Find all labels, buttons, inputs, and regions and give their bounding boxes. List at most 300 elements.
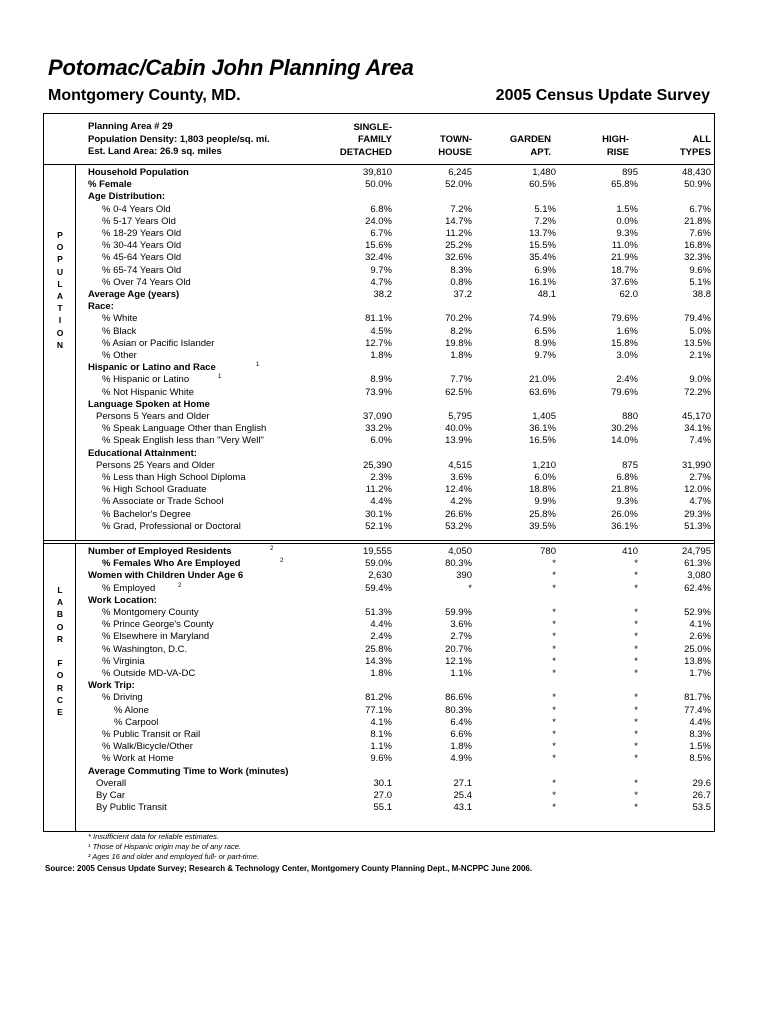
side-divider-labor (75, 544, 76, 831)
high-rise-value: * (634, 582, 638, 594)
table-row (88, 179, 711, 191)
garden-apt-value: 39.5% (529, 520, 556, 532)
row-label: % 45-64 Years Old (102, 252, 182, 264)
garden-apt-value: 1,210 (532, 459, 556, 471)
table-row (88, 619, 711, 631)
column-header-line: HIGH- (602, 134, 629, 145)
table-row (88, 167, 711, 179)
single-family-detached-value: 9.7% (370, 264, 392, 276)
single-family-detached-value: 50.0% (365, 179, 392, 191)
single-family-detached-value: 73.9% (365, 386, 392, 398)
single-family-detached-value: 6.0% (370, 435, 392, 447)
all-types-value: 7.6% (689, 228, 711, 239)
row-label: By Car (96, 790, 126, 801)
page-title: Potomac/Cabin John Planning Area (48, 55, 414, 80)
all-types-value: 2.6% (689, 631, 711, 643)
townhouse-value: 12.1% (445, 655, 472, 667)
table-row (88, 435, 711, 447)
side-letter: P (57, 230, 63, 240)
all-types-value: 7.4% (689, 435, 711, 447)
garden-apt-value: 1,405 (532, 411, 556, 422)
garden-apt-value: 21.0% (529, 374, 556, 386)
row-label: % Speak Language Other than English (102, 423, 267, 435)
high-rise-value: * (634, 558, 638, 570)
townhouse-value: 6.6% (450, 729, 472, 740)
garden-apt-value: * (552, 704, 556, 716)
garden-apt-value: 35.4% (529, 252, 556, 264)
single-family-detached-value: 8.1% (370, 729, 392, 740)
townhouse-value: 1.1% (450, 668, 472, 679)
table-row (88, 717, 711, 729)
high-rise-value: 26.0% (611, 508, 638, 520)
row-label: Persons 25 Years and Older (96, 459, 215, 471)
townhouse-value: 4.9% (450, 753, 472, 765)
high-rise-value: 11.0% (611, 240, 638, 252)
single-family-detached-value: 2.3% (370, 472, 392, 483)
table-row (88, 265, 711, 277)
table-row (88, 583, 711, 595)
townhouse-value: 6,245 (448, 167, 472, 178)
all-types-value: 81.7% (684, 692, 711, 704)
table-row (88, 668, 711, 680)
header-area-info (88, 121, 270, 159)
header-divider (43, 164, 715, 165)
garden-apt-value: 6.5% (534, 325, 556, 337)
single-family-detached-value: 55.1 (373, 802, 392, 814)
table-row (88, 680, 711, 692)
high-rise-value: * (634, 631, 638, 643)
high-rise-value: 895 (622, 167, 638, 178)
single-family-detached-value: 51.3% (365, 607, 392, 618)
high-rise-value: 62.0 (619, 289, 638, 300)
side-divider-population (75, 165, 76, 540)
table-row (88, 741, 711, 753)
row-label: Average Commuting Time to Work (minutes) (88, 765, 289, 777)
column-header-line: TOWN- (439, 134, 472, 145)
single-family-detached-value: 4.7% (370, 276, 392, 288)
garden-apt-value: * (552, 558, 556, 570)
row-label: Age Distribution: (88, 191, 166, 203)
garden-apt-value: 63.6% (529, 386, 556, 398)
table-row (88, 338, 711, 350)
garden-apt-value: * (552, 607, 556, 618)
all-types-value: 9.6% (689, 264, 711, 276)
garden-apt-value: * (552, 668, 556, 679)
column-header-line: GARDEN (509, 134, 551, 145)
row-label: Educational Attainment: (88, 447, 197, 459)
garden-apt-value: * (552, 802, 556, 814)
table-row (88, 705, 711, 717)
row-label: % Not Hispanic White (102, 386, 194, 398)
table-row (88, 277, 711, 289)
garden-apt-value: * (552, 790, 556, 801)
side-letter: O (56, 670, 64, 681)
all-types-value: 45,170 (681, 411, 711, 422)
high-rise-value: 36.1% (611, 520, 638, 532)
single-family-detached-value: 27.0 (373, 790, 392, 801)
side-letter: F (57, 658, 63, 669)
single-family-detached-value: 59.0% (365, 558, 392, 570)
garden-apt-value: 6.0% (534, 472, 556, 483)
garden-apt-value: 25.8% (529, 508, 556, 520)
row-label: % Outside MD-VA-DC (102, 668, 196, 679)
row-label: Work Trip: (88, 680, 135, 692)
footnote-hispanic: ¹ Those of Hispanic origin may be of any race. (88, 842, 241, 851)
high-rise-value: * (634, 790, 638, 801)
single-family-detached-value: 15.6% (365, 240, 392, 252)
townhouse-value: 19.8% (445, 337, 472, 349)
footnote-marker: 1 (218, 374, 222, 381)
all-types-value: 25.0% (684, 643, 711, 655)
row-label: % 30-44 Years Old (102, 240, 182, 252)
all-types-value: 6.7% (689, 203, 711, 215)
row-label: Language Spoken at Home (88, 398, 210, 410)
single-family-detached-value: 8.9% (370, 374, 392, 386)
side-letter: L (57, 585, 63, 595)
garden-apt-value: 8.9% (534, 337, 556, 349)
garden-apt-value: 16.1% (529, 276, 556, 288)
garden-apt-value: * (552, 777, 556, 789)
table-row (88, 521, 711, 533)
garden-apt-value: * (552, 692, 556, 704)
garden-apt-value: * (552, 643, 556, 655)
all-types-value: 16.8% (684, 240, 711, 252)
table-row (88, 350, 711, 362)
single-family-detached-value: 12.7% (365, 337, 392, 349)
single-family-detached-value: 59.4% (365, 582, 392, 594)
high-rise-value: 880 (622, 411, 638, 422)
all-types-value: 34.1% (684, 423, 711, 435)
row-label: Number of Employed Residents (88, 546, 232, 557)
table-row (88, 595, 711, 607)
row-label: % Prince George's County (102, 619, 214, 631)
single-family-detached-value: 25.8% (365, 643, 392, 655)
side-letter: N (56, 339, 64, 350)
townhouse-value: 40.0% (445, 423, 472, 435)
townhouse-value: 26.6% (445, 508, 472, 520)
side-letter: C (56, 694, 64, 705)
garden-apt-value: 1,480 (532, 167, 556, 178)
high-rise-value: 1.6% (616, 325, 638, 337)
townhouse-value: 4,050 (448, 546, 472, 557)
high-rise-value: 30.2% (611, 423, 638, 435)
all-types-value: 53.5 (692, 802, 711, 814)
table-row (88, 558, 711, 570)
table-row (88, 766, 711, 778)
table-row (88, 790, 711, 802)
row-label: % Females Who Are Employed (102, 558, 241, 570)
table-row (88, 326, 711, 338)
table-row (88, 484, 711, 496)
row-label: % Elsewhere in Maryland (102, 631, 210, 643)
row-label: % Walk/Bicycle/Other (102, 741, 193, 753)
all-types-value: 26.7 (692, 790, 711, 801)
all-types-value: 48,430 (681, 167, 711, 178)
all-types-value: 13.5% (684, 337, 711, 349)
table-row (88, 399, 711, 411)
single-family-detached-value: 37,090 (362, 411, 392, 422)
high-rise-value: 15.8% (611, 337, 638, 349)
table-row (88, 546, 711, 558)
column-header-line: SINGLE- (353, 121, 392, 133)
high-rise-value: * (634, 741, 638, 753)
row-label: % 18-29 Years Old (102, 228, 182, 239)
single-family-detached-value: 1.1% (370, 741, 392, 753)
row-label: % Over 74 Years Old (102, 276, 191, 288)
side-letter: E (57, 707, 63, 718)
side-letter: P (57, 254, 63, 265)
side-letter: R (56, 682, 64, 693)
single-family-detached-value: 32.4% (365, 252, 392, 264)
high-rise-value: 3.0% (616, 350, 638, 361)
single-family-detached-value: 77.1% (365, 704, 392, 716)
all-types-value: 1.7% (689, 668, 711, 679)
planning-area-number: Planning Area # 29 (88, 121, 173, 132)
row-label: By Public Transit (96, 802, 167, 814)
all-types-value: 32.3% (684, 252, 711, 264)
townhouse-value: 0.8% (450, 276, 472, 288)
all-types-value: 79.4% (684, 313, 711, 325)
single-family-detached-value: 6.8% (370, 203, 392, 215)
side-letter (50, 645, 70, 657)
high-rise-value: * (634, 716, 638, 728)
table-row (88, 729, 711, 741)
high-rise-value: 14.0% (611, 435, 638, 447)
source-note: Source: 2005 Census Update Survey; Research & Technology Center, Montgomery County Planning Dept., M-NCPPC June 2006. (45, 864, 533, 873)
garden-apt-value: 74.9% (529, 313, 556, 325)
table-row (88, 301, 711, 313)
row-label: Women with Children Under Age 6 (88, 570, 244, 582)
column-header-line: FAMILY (358, 134, 392, 145)
row-label: % 65-74 Years Old (102, 264, 182, 276)
high-rise-value: 875 (622, 459, 638, 471)
side-label-population (50, 229, 70, 351)
all-types-value: 2.1% (689, 350, 711, 361)
row-label: % Associate or Trade School (102, 496, 224, 508)
townhouse-value: 25.2% (445, 240, 472, 252)
table-row (88, 644, 711, 656)
table-row (88, 191, 711, 203)
column-header-line: HOUSE (438, 146, 472, 158)
townhouse-value: 12.4% (445, 484, 472, 496)
single-family-detached-value: 38.2 (373, 289, 392, 300)
all-types-value: 12.0% (684, 484, 711, 496)
all-types-value: 8.5% (689, 753, 711, 765)
townhouse-value: 1.8% (450, 741, 472, 753)
table-row (88, 509, 711, 521)
garden-apt-value: 5.1% (534, 203, 556, 215)
all-types-value: 21.8% (684, 215, 711, 227)
side-letter: A (56, 291, 64, 302)
all-types-value: 77.4% (684, 704, 711, 716)
table-row (88, 423, 711, 435)
high-rise-value: * (634, 753, 638, 765)
all-types-value: 5.0% (689, 325, 711, 337)
table-row (88, 362, 711, 374)
townhouse-value: 4.2% (450, 496, 472, 508)
townhouse-value: 53.2% (445, 520, 472, 532)
col-all-types-header (611, 121, 711, 159)
row-label: % Employed (102, 582, 156, 594)
high-rise-value: * (634, 570, 638, 582)
all-types-value: 62.4% (684, 582, 711, 594)
table-row (88, 252, 711, 264)
single-family-detached-value: 1.8% (370, 350, 392, 361)
row-label: % 0-4 Years Old (102, 203, 171, 215)
high-rise-value: * (634, 643, 638, 655)
townhouse-value: 7.2% (450, 203, 472, 215)
garden-apt-value: 18.8% (529, 484, 556, 496)
townhouse-value: * (468, 582, 472, 594)
townhouse-value: 8.2% (450, 325, 472, 337)
row-label: % Carpool (114, 716, 159, 728)
all-types-value: 9.0% (689, 374, 711, 386)
table-row (88, 656, 711, 668)
column-header-line: RISE (606, 146, 629, 158)
townhouse-value: 4,515 (448, 459, 472, 471)
row-label: % White (102, 313, 138, 325)
survey-label: 2005 Census Update Survey (495, 87, 710, 104)
townhouse-value: 6.4% (450, 716, 472, 728)
table-row (88, 411, 711, 423)
side-letter: O (56, 327, 64, 338)
single-family-detached-value: 19,555 (362, 546, 392, 557)
single-family-detached-value: 11.2% (365, 484, 392, 496)
row-label: Overall (96, 777, 127, 789)
townhouse-value: 25.4 (453, 790, 472, 801)
all-types-value: 38.8 (692, 289, 711, 300)
townhouse-value: 59.9% (445, 607, 472, 618)
single-family-detached-value: 2.4% (370, 631, 392, 643)
all-types-value: 50.9% (684, 179, 711, 191)
all-types-value: 29.3% (684, 508, 711, 520)
section-divider (43, 540, 715, 544)
table-row (88, 496, 711, 508)
row-label: Average Age (years) (88, 289, 180, 300)
population-density: Population Density: 1,803 people/sq. mi. (88, 133, 270, 145)
row-label: % 5-17 Years Old (102, 215, 176, 227)
all-types-value: 2.7% (689, 472, 711, 483)
townhouse-value: 70.2% (445, 313, 472, 325)
table-row (88, 472, 711, 484)
townhouse-value: 20.7% (445, 643, 472, 655)
high-rise-value: 410 (622, 546, 638, 557)
all-types-value: 61.3% (684, 558, 711, 570)
side-letter: U (56, 266, 64, 277)
townhouse-value: 14.7% (445, 215, 472, 227)
all-types-value: 4.7% (689, 496, 711, 508)
garden-apt-value: 9.9% (534, 496, 556, 508)
townhouse-value: 62.5% (445, 386, 472, 398)
all-types-value: 5.1% (689, 276, 711, 288)
townhouse-value: 13.9% (445, 435, 472, 447)
high-rise-value: * (634, 619, 638, 631)
row-label: % Washington, D.C. (102, 643, 188, 655)
table-row (88, 387, 711, 399)
garden-apt-value: 9.7% (534, 350, 556, 361)
footnote-insufficient: * Insufficient data for reliable estimates. (88, 832, 219, 841)
all-types-value: 4.4% (689, 716, 711, 728)
single-family-detached-value: 4.5% (370, 325, 392, 337)
high-rise-value: 18.7% (611, 264, 638, 276)
table-row (88, 570, 711, 582)
table-row (88, 240, 711, 252)
townhouse-value: 7.7% (450, 374, 472, 386)
garden-apt-value: 48.1 (537, 289, 556, 300)
row-label: % Asian or Pacific Islander (102, 337, 215, 349)
high-rise-value: 37.6% (611, 276, 638, 288)
row-label: % Public Transit or Rail (102, 729, 201, 740)
table-row (88, 802, 711, 814)
single-family-detached-value: 81.2% (365, 692, 392, 704)
single-family-detached-value: 52.1% (365, 520, 392, 532)
townhouse-value: 8.3% (450, 264, 472, 276)
high-rise-value: 2.4% (616, 374, 638, 386)
row-label: % High School Graduate (102, 484, 207, 496)
high-rise-value: 9.3% (616, 228, 638, 239)
high-rise-value: 21.9% (611, 252, 638, 264)
garden-apt-value: * (552, 619, 556, 631)
table-row (88, 460, 711, 472)
single-family-detached-value: 4.4% (370, 496, 392, 508)
single-family-detached-value: 4.1% (370, 716, 392, 728)
all-types-value: 3,080 (687, 570, 711, 582)
garden-apt-value: * (552, 716, 556, 728)
row-label: % Female (88, 179, 132, 191)
column-header-line: ALL (692, 134, 711, 145)
row-label: Hispanic or Latino and Race (88, 362, 216, 374)
column-header-line: APT. (530, 146, 551, 158)
row-label: % Bachelor's Degree (102, 508, 191, 520)
townhouse-value: 3.6% (450, 619, 472, 631)
land-area: Est. Land Area: 26.9 sq. miles (88, 146, 222, 157)
footnote-marker: 2 (178, 582, 182, 589)
townhouse-value: 52.0% (445, 179, 472, 191)
garden-apt-value: 6.9% (534, 264, 556, 276)
garden-apt-value: * (552, 655, 556, 667)
townhouse-value: 1.8% (450, 350, 472, 361)
table-row (88, 692, 711, 704)
all-types-value: 52.9% (684, 607, 711, 618)
garden-apt-value: 7.2% (534, 215, 556, 227)
table-row (88, 448, 711, 460)
high-rise-value: * (634, 655, 638, 667)
row-label: % Hispanic or Latino (102, 374, 190, 386)
all-types-value: 72.2% (684, 386, 711, 398)
garden-apt-value: 60.5% (529, 179, 556, 191)
single-family-detached-value: 33.2% (365, 423, 392, 435)
table-row (88, 204, 711, 216)
footnote-marker: 1 (256, 362, 260, 369)
garden-apt-value: 36.1% (529, 423, 556, 435)
side-letter: B (56, 609, 64, 620)
townhouse-value: 3.6% (450, 472, 472, 483)
single-family-detached-value: 30.1% (365, 508, 392, 520)
garden-apt-value: * (552, 582, 556, 594)
all-types-value: 51.3% (684, 520, 711, 532)
single-family-detached-value: 81.1% (365, 313, 392, 325)
garden-apt-value: 16.5% (529, 435, 556, 447)
garden-apt-value: * (552, 631, 556, 643)
side-label-labor-force (50, 584, 70, 718)
footnote-employed: ² Ages 16 and older and employed full- or part-time. (88, 852, 260, 861)
garden-apt-value: * (552, 729, 556, 740)
single-family-detached-value: 39,810 (362, 167, 392, 178)
all-types-value: 1.5% (689, 741, 711, 753)
row-label: Work Location: (88, 594, 157, 606)
high-rise-value: * (634, 704, 638, 716)
single-family-detached-value: 14.3% (365, 655, 392, 667)
